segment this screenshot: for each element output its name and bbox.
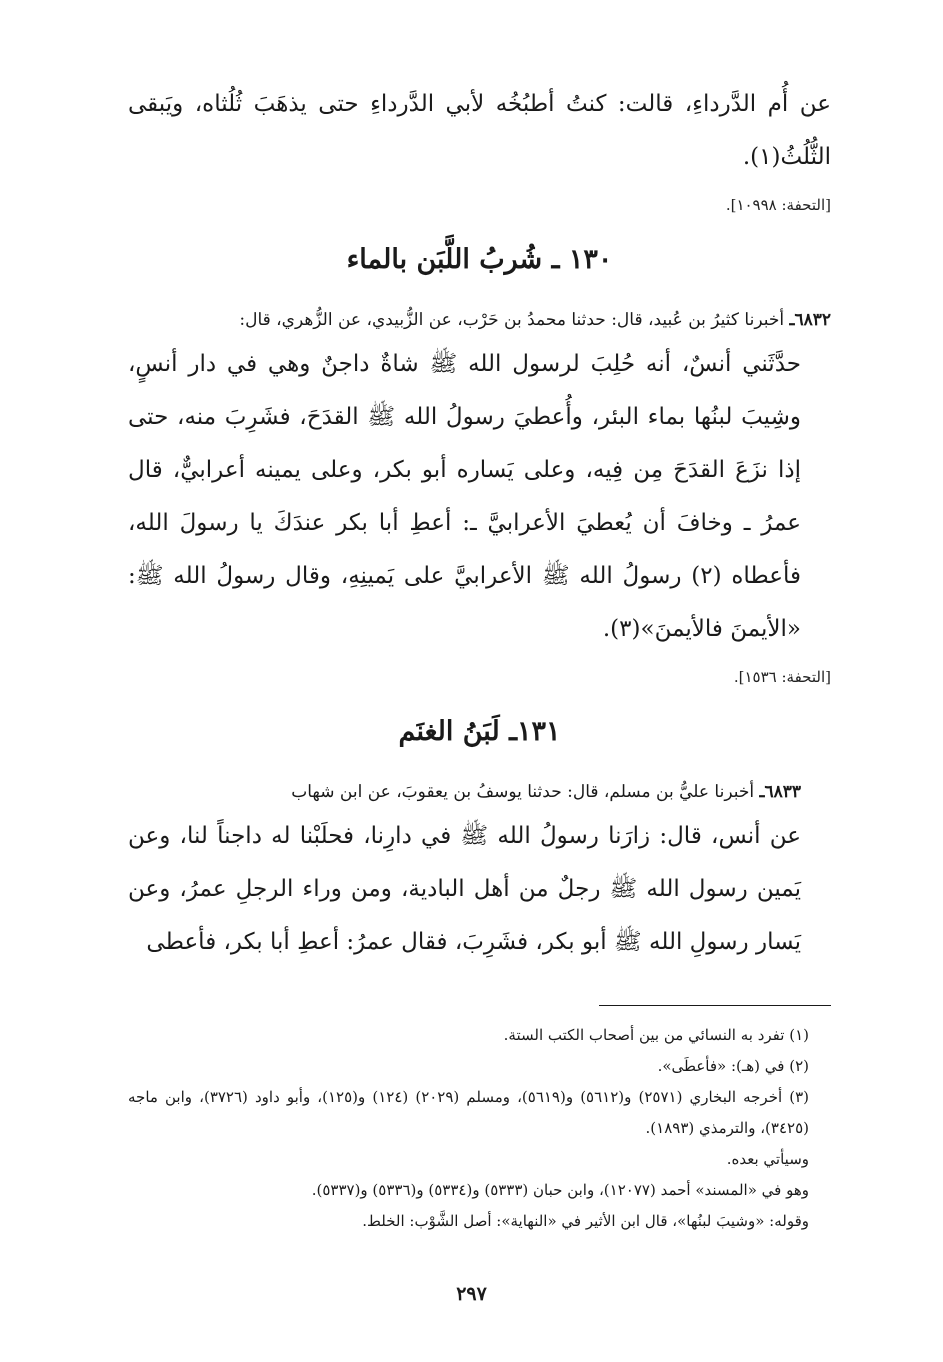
chapter-title-131: ١٣١ـ لَبَنُ الغنَم <box>398 716 561 747</box>
footnote-note: وهو في «المسند» أحمد (١٢٠٧٧)، وابن حبان (٥٣٣٣) و(٥٣٣٤) و(٥٣٣٦) و(٥٣٣٧). <box>311 1181 809 1199</box>
chapter-title-130: ١٣٠ ـ شُربُ اللَّبَن بالماء <box>346 244 613 275</box>
footnote-2: (٢) في (هـ): «فأعطَى». <box>657 1057 809 1075</box>
hadith-isnad-6832 <box>128 302 831 338</box>
hadith-matn-6833: عن أنس، قال: زارَنا رسولُ الله ﷺ في دارِنا، فحلَبْنا له داجناً لنا، وعن يَمين رسول الله ﷺ رجلٌ من أهل البادية، ومن وراء الرجلِ عمرُ، وعن يَسار رسولِ الله ﷺ أبو بكر، فشَرِبَ، فقال عمرُ: أعطِ أبا بكر، فأعطى <box>128 823 801 955</box>
hadith-number: ٦٨٣٢ـ <box>789 310 831 330</box>
footnote-divider-wrap <box>128 987 831 1020</box>
tuhfa-reference: [التحفة: ١٠٩٩٨]. <box>725 196 831 214</box>
footnotes <box>128 1020 831 1237</box>
isnad-text: أخبرنا عليُّ بن مسلم، قال: حدثنا يوسفُ بن يعقوبَ، عن ابن شهاب <box>291 782 755 802</box>
footnote-3: (٣) أخرجه البخاري (٢٥٧١) و(٥٦١٢) و(٥٦١٩)، ومسلم (٢٠٢٩) (١٢٤) و(١٢٥)، وأبو داود (٣٧٢٦)، وابن ماجه (٣٤٢٥)، والترمذي (١٨٩٣). <box>128 1088 809 1137</box>
tuhfa-reference: [التحفة: ١٥٣٦]. <box>733 668 831 686</box>
page-number: ٢٩٧ <box>456 1283 487 1305</box>
hadith-number: ٦٨٣٣ـ <box>759 782 801 802</box>
footnote-note: وقوله: «وشيبَ لبنُها»، قال ابن الأثير في «النهاية»: أصل الشَّوْب: الخلط. <box>362 1212 809 1230</box>
footnote-divider <box>599 1005 831 1006</box>
hadith-isnad-6833 <box>128 774 831 810</box>
isnad-text: أخبرنا كثيرُ بن عُبيد، قال: حدثنا محمدُ بن حَرْب، عن الزُّبيدي، عن الزُّهري، قال: <box>239 310 785 330</box>
footnote-1: (١) تفرد به النسائي من بين أصحاب الكتب الستة. <box>503 1026 809 1044</box>
hadith-matn-6832: حدَّثَني أنسٌ، أنه حُلِبَ لرسول الله ﷺ شاةٌ داجنٌ وهي في دار أنسٍ، وشِيبَ لبنُها بماء البئر، وأُعطيَ رسولُ الله ﷺ القدَحَ، فشَرِبَ منه، حتى إذا نزَعَ القدَحَ مِن فِيه، وعلى يَساره أبو بكر، وعلى يمينه أعرابيٌّ، قال عمرُ ـ وخافَ أن يُعطيَ الأعرابيَّ ـ: أعطِ أبا بكر عندَكَ يا رسولَ الله، فأعطاه (٢) رسولُ الله ﷺ الأعرابيَّ على يَمينِهِ، وقال رسولُ الله ﷺ: «الأيمنَ فالأيمنَ»(٣). <box>128 351 801 642</box>
footnote-note: وسيأتي بعده. <box>726 1150 809 1168</box>
continuation-paragraph: عن أُم الدَّرداءِ، قالت: كنتُ أطبُخُه لأبي الدَّرداءِ حتى يذهَبَ ثُلُثاه، ويَبقى الثُّلُثُ(١). <box>128 91 831 170</box>
